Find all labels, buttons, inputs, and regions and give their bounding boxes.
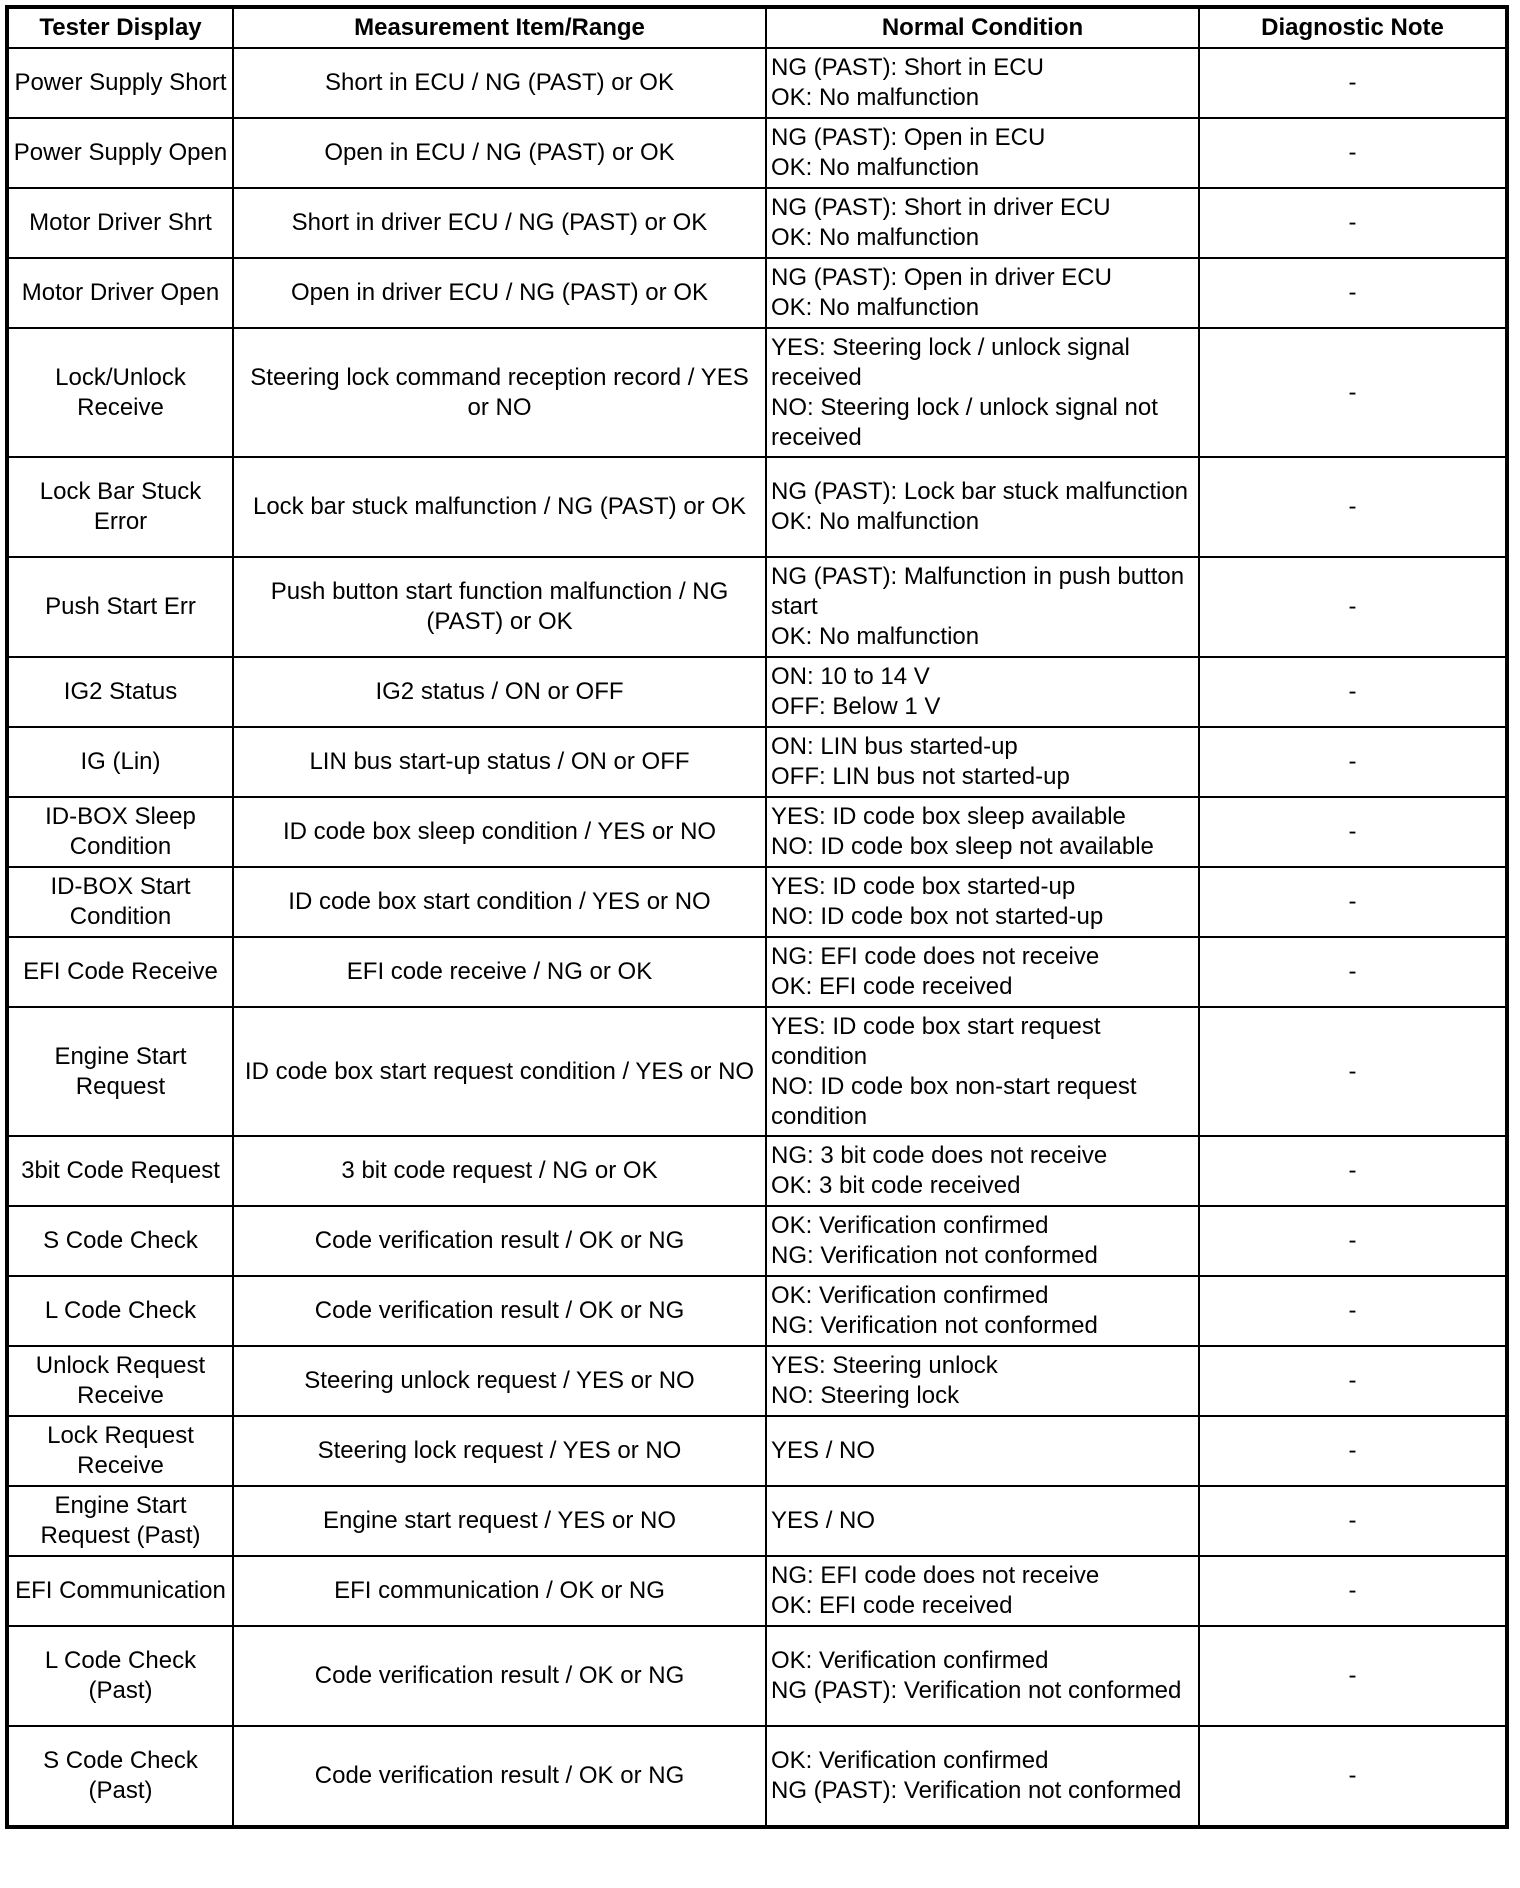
tester-display-cell: L Code Check bbox=[7, 1276, 233, 1346]
normal-condition-cell bbox=[766, 1626, 1199, 1726]
table-row bbox=[7, 1626, 1507, 1726]
normal-condition-line: OK: EFI code received bbox=[771, 1592, 1013, 1619]
measurement-item-cell: Steering unlock request / YES or NO bbox=[233, 1346, 766, 1416]
header-row bbox=[7, 7, 1507, 48]
normal-condition-line: OK: 3 bit code received bbox=[771, 1172, 1021, 1199]
normal-condition-cell bbox=[766, 1726, 1199, 1827]
diagnostic-note-cell: - bbox=[1199, 1276, 1507, 1346]
normal-condition-line: YES: Steering unlock bbox=[771, 1352, 998, 1379]
normal-condition-line: OK: No malfunction bbox=[771, 84, 980, 111]
measurement-item-cell: Open in driver ECU / NG (PAST) or OK bbox=[233, 258, 766, 328]
tester-display-cell: EFI Communication bbox=[7, 1556, 233, 1626]
normal-condition-line: NG (PAST): Short in driver ECU bbox=[771, 194, 1111, 221]
diagnostic-note-cell: - bbox=[1199, 457, 1507, 557]
tester-display-cell: Power Supply Short bbox=[7, 48, 233, 118]
normal-condition-cell bbox=[766, 557, 1199, 657]
tester-display-cell: Lock Bar Stuck Error bbox=[7, 457, 233, 557]
table-row bbox=[7, 118, 1507, 188]
normal-condition-cell bbox=[766, 48, 1199, 118]
tester-display-cell: ID-BOX Start Condition bbox=[7, 867, 233, 937]
normal-condition-cell bbox=[766, 1416, 1199, 1486]
normal-condition-line: OK: No malfunction bbox=[771, 623, 980, 650]
diagnostic-note-cell: - bbox=[1199, 1206, 1507, 1276]
diagnostic-note-cell: - bbox=[1199, 1416, 1507, 1486]
diagnostic-note-cell: - bbox=[1199, 867, 1507, 937]
table-row bbox=[7, 557, 1507, 657]
diagnostic-note-cell: - bbox=[1199, 1726, 1507, 1827]
diagnostic-note-cell: - bbox=[1199, 557, 1507, 657]
normal-condition-line: NO: Steering lock / unlock signal not received bbox=[771, 393, 1158, 451]
normal-condition-line: YES: ID code box started-up bbox=[771, 873, 1076, 900]
tester-display-cell: S Code Check bbox=[7, 1206, 233, 1276]
normal-condition-line: OK: No malfunction bbox=[771, 154, 980, 181]
table-row bbox=[7, 328, 1507, 457]
normal-condition-line: NO: ID code box non-start request condition bbox=[771, 1072, 1137, 1130]
measurement-item-cell: Short in ECU / NG (PAST) or OK bbox=[233, 48, 766, 118]
diagnostic-note-cell: - bbox=[1199, 1626, 1507, 1726]
normal-condition-line: OK: No malfunction bbox=[771, 294, 980, 321]
table-row bbox=[7, 937, 1507, 1007]
diagnostic-note-cell: - bbox=[1199, 1136, 1507, 1206]
normal-condition-line: NG: Verification not conformed bbox=[771, 1242, 1098, 1269]
table-row bbox=[7, 867, 1507, 937]
normal-condition-line: ON: LIN bus started-up bbox=[771, 733, 1018, 760]
measurement-item-cell: Code verification result / OK or NG bbox=[233, 1206, 766, 1276]
tester-display-cell: Lock/Unlock Receive bbox=[7, 328, 233, 457]
table-row bbox=[7, 797, 1507, 867]
measurement-item-cell: Lock bar stuck malfunction / NG (PAST) or OK bbox=[233, 457, 766, 557]
normal-condition-line: NO: ID code box not started-up bbox=[771, 903, 1104, 930]
diagnostic-note-cell: - bbox=[1199, 48, 1507, 118]
measurement-item-cell: ID code box start request condition / YES or NO bbox=[233, 1007, 766, 1136]
normal-condition-cell bbox=[766, 937, 1199, 1007]
measurement-item-cell: 3 bit code request / NG or OK bbox=[233, 1136, 766, 1206]
diagnostic-note-cell: - bbox=[1199, 657, 1507, 727]
normal-condition-line: NG (PAST): Short in ECU bbox=[771, 54, 1044, 81]
normal-condition-line: NG: EFI code does not receive bbox=[771, 943, 1100, 970]
header-normal-condition: Normal Condition bbox=[766, 7, 1199, 48]
normal-condition-cell bbox=[766, 258, 1199, 328]
normal-condition-line: NO: Steering lock bbox=[771, 1382, 960, 1409]
normal-condition-cell bbox=[766, 1556, 1199, 1626]
normal-condition-cell bbox=[766, 1276, 1199, 1346]
table-row bbox=[7, 1416, 1507, 1486]
tester-display-table bbox=[5, 5, 1509, 1829]
table-row bbox=[7, 1136, 1507, 1206]
diagnostic-note-cell: - bbox=[1199, 937, 1507, 1007]
diagnostic-note-cell: - bbox=[1199, 328, 1507, 457]
normal-condition-line: NO: ID code box sleep not available bbox=[771, 833, 1154, 860]
normal-condition-cell bbox=[766, 1206, 1199, 1276]
normal-condition-line: YES / NO bbox=[771, 1507, 876, 1534]
diagnostic-note-cell: - bbox=[1199, 797, 1507, 867]
tester-display-cell: Lock Request Receive bbox=[7, 1416, 233, 1486]
normal-condition-line: NG (PAST): Verification not conformed bbox=[771, 1777, 1182, 1804]
table-row bbox=[7, 657, 1507, 727]
diagnostic-note-cell: - bbox=[1199, 1556, 1507, 1626]
table-row bbox=[7, 258, 1507, 328]
normal-condition-line: NG (PAST): Malfunction in push button start bbox=[771, 563, 1185, 620]
normal-condition-line: NG (PAST): Open in ECU bbox=[771, 124, 1046, 151]
normal-condition-line: NG (PAST): Open in driver ECU bbox=[771, 264, 1112, 291]
measurement-item-cell: Push button start function malfunction / NG (PAST) or OK bbox=[233, 557, 766, 657]
normal-condition-line: OK: Verification confirmed bbox=[771, 1747, 1049, 1774]
measurement-item-cell: IG2 status / ON or OFF bbox=[233, 657, 766, 727]
measurement-item-cell: Code verification result / OK or NG bbox=[233, 1626, 766, 1726]
normal-condition-cell bbox=[766, 797, 1199, 867]
measurement-item-cell: Code verification result / OK or NG bbox=[233, 1726, 766, 1827]
measurement-item-cell: ID code box start condition / YES or NO bbox=[233, 867, 766, 937]
tester-display-cell: Push Start Err bbox=[7, 557, 233, 657]
normal-condition-cell bbox=[766, 657, 1199, 727]
diagnostic-note-cell: - bbox=[1199, 1007, 1507, 1136]
table-row bbox=[7, 1346, 1507, 1416]
diagnostic-note-cell: - bbox=[1199, 1346, 1507, 1416]
tester-display-cell: EFI Code Receive bbox=[7, 937, 233, 1007]
normal-condition-cell bbox=[766, 118, 1199, 188]
table-body bbox=[7, 48, 1507, 1827]
normal-condition-cell bbox=[766, 1346, 1199, 1416]
measurement-item-cell: Short in driver ECU / NG (PAST) or OK bbox=[233, 188, 766, 258]
tester-display-cell: 3bit Code Request bbox=[7, 1136, 233, 1206]
normal-condition-line: OFF: Below 1 V bbox=[771, 693, 941, 720]
table-row bbox=[7, 727, 1507, 797]
normal-condition-line: YES: Steering lock / unlock signal received bbox=[771, 333, 1130, 391]
header-measurement-item: Measurement Item/Range bbox=[233, 7, 766, 48]
tester-display-cell: Motor Driver Open bbox=[7, 258, 233, 328]
tester-display-cell: IG (Lin) bbox=[7, 727, 233, 797]
tester-display-cell: L Code Check (Past) bbox=[7, 1626, 233, 1726]
normal-condition-line: OK: Verification confirmed bbox=[771, 1647, 1049, 1674]
measurement-item-cell: LIN bus start-up status / ON or OFF bbox=[233, 727, 766, 797]
normal-condition-line: YES / NO bbox=[771, 1437, 876, 1464]
measurement-item-cell: Open in ECU / NG (PAST) or OK bbox=[233, 118, 766, 188]
normal-condition-cell bbox=[766, 1007, 1199, 1136]
measurement-item-cell: EFI code receive / NG or OK bbox=[233, 937, 766, 1007]
normal-condition-cell bbox=[766, 1136, 1199, 1206]
normal-condition-cell bbox=[766, 328, 1199, 457]
measurement-item-cell: Engine start request / YES or NO bbox=[233, 1486, 766, 1556]
measurement-item-cell: Code verification result / OK or NG bbox=[233, 1276, 766, 1346]
normal-condition-cell bbox=[766, 457, 1199, 557]
tester-display-cell: Engine Start Request bbox=[7, 1007, 233, 1136]
header-diagnostic-note: Diagnostic Note bbox=[1199, 7, 1507, 48]
table-row bbox=[7, 1276, 1507, 1346]
diagnostic-note-cell: - bbox=[1199, 258, 1507, 328]
tester-display-cell: Power Supply Open bbox=[7, 118, 233, 188]
tester-display-cell: ID-BOX Sleep Condition bbox=[7, 797, 233, 867]
diagnostic-note-cell: - bbox=[1199, 1486, 1507, 1556]
normal-condition-line: OK: Verification confirmed bbox=[771, 1212, 1049, 1239]
measurement-item-cell: ID code box sleep condition / YES or NO bbox=[233, 797, 766, 867]
tester-display-cell: Engine Start Request (Past) bbox=[7, 1486, 233, 1556]
normal-condition-line: OFF: LIN bus not started-up bbox=[771, 763, 1070, 790]
normal-condition-cell bbox=[766, 188, 1199, 258]
table-row bbox=[7, 48, 1507, 118]
measurement-item-cell: Steering lock command reception record / YES or NO bbox=[233, 328, 766, 457]
normal-condition-line: NG: 3 bit code does not receive bbox=[771, 1142, 1108, 1169]
normal-condition-line: OK: No malfunction bbox=[771, 508, 980, 535]
tester-display-cell: IG2 Status bbox=[7, 657, 233, 727]
normal-condition-line: YES: ID code box sleep available bbox=[771, 803, 1126, 830]
table-row bbox=[7, 457, 1507, 557]
tester-display-cell: Motor Driver Shrt bbox=[7, 188, 233, 258]
diagnostic-note-cell: - bbox=[1199, 118, 1507, 188]
table-row bbox=[7, 1206, 1507, 1276]
table-row bbox=[7, 188, 1507, 258]
normal-condition-line: OK: Verification confirmed bbox=[771, 1282, 1049, 1309]
normal-condition-line: OK: No malfunction bbox=[771, 224, 980, 251]
table-header bbox=[7, 7, 1507, 48]
measurement-item-cell: Steering lock request / YES or NO bbox=[233, 1416, 766, 1486]
measurement-item-cell: EFI communication / OK or NG bbox=[233, 1556, 766, 1626]
normal-condition-line: NG: Verification not conformed bbox=[771, 1312, 1098, 1339]
normal-condition-line: ON: 10 to 14 V bbox=[771, 663, 930, 690]
normal-condition-line: OK: EFI code received bbox=[771, 973, 1013, 1000]
normal-condition-cell bbox=[766, 867, 1199, 937]
normal-condition-cell bbox=[766, 1486, 1199, 1556]
diagnostic-note-cell: - bbox=[1199, 727, 1507, 797]
normal-condition-line: NG (PAST): Verification not conformed bbox=[771, 1677, 1182, 1704]
normal-condition-cell bbox=[766, 727, 1199, 797]
table-row bbox=[7, 1556, 1507, 1626]
table-row bbox=[7, 1007, 1507, 1136]
normal-condition-line: YES: ID code box start request condition bbox=[771, 1012, 1101, 1070]
table-row bbox=[7, 1486, 1507, 1556]
header-tester-display: Tester Display bbox=[7, 7, 233, 48]
table-row bbox=[7, 1726, 1507, 1827]
diagnostic-note-cell: - bbox=[1199, 188, 1507, 258]
tester-display-cell: S Code Check (Past) bbox=[7, 1726, 233, 1827]
normal-condition-line: NG: EFI code does not receive bbox=[771, 1562, 1100, 1589]
tester-display-cell: Unlock Request Receive bbox=[7, 1346, 233, 1416]
normal-condition-line: NG (PAST): Lock bar stuck malfunction bbox=[771, 478, 1189, 505]
